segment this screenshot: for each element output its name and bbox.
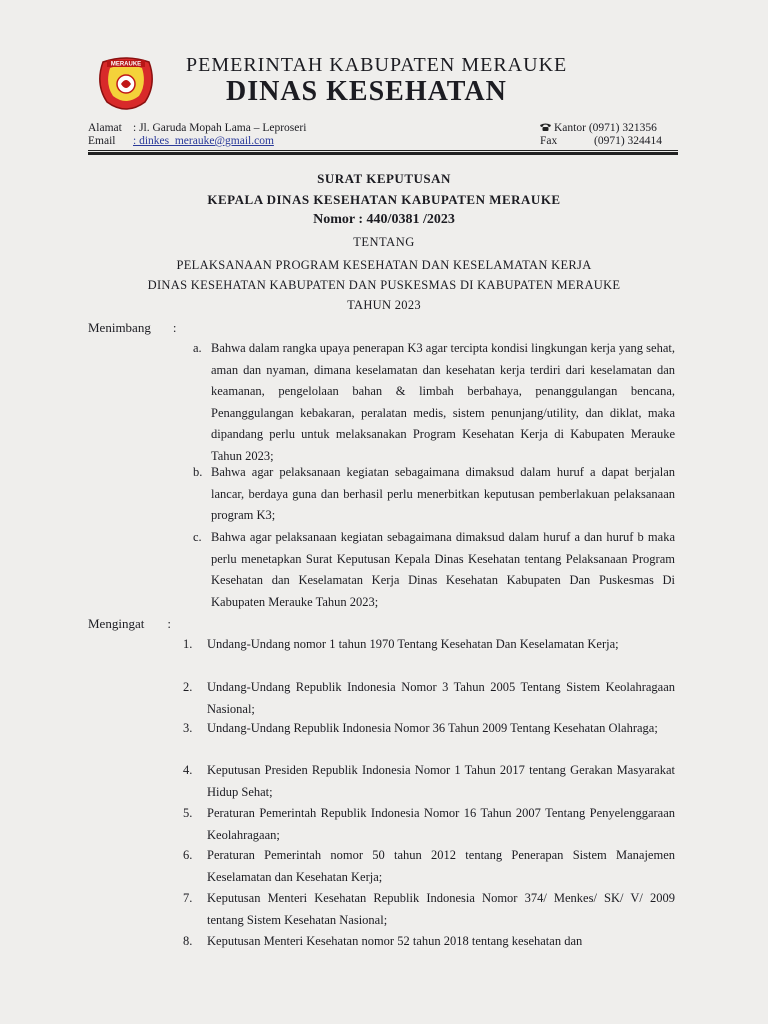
decree-subject-line-3: TAHUN 2023 — [347, 298, 421, 312]
header-divider-thin — [88, 150, 678, 151]
address-label: Alamat — [88, 122, 122, 134]
item-text: Bahwa dalam rangka upaya penerapan K3 agar tercipta kondisi lingkungan kerja yang sehat, aman dan nyaman, dimana keselamatan dan kesehatan kerja terdiri dari keselamatan dan keamanan, pengelolaan bahan & limbah berbahaya, penanggulangan bencana, Penanggulangan kebakaran, peralatan medis, sistem penunjang/utility, dan diklat, maka dipandang perlu untuk melaksanakan Program Kesehatan Kerja di Kabupaten Merauke Tahun 2023; — [211, 341, 675, 463]
phone-label: Kantor — [554, 122, 586, 134]
phone-icon — [540, 123, 551, 131]
item-marker: 5. — [183, 806, 193, 820]
menimbang-label-text: Menimbang — [88, 320, 151, 335]
decree-issuer: KEPALA DINAS KESEHATAN KABUPATEN MERAUKE — [207, 192, 561, 207]
item-text: Keputusan Presiden Republik Indonesia Nomor 1 Tahun 2017 tentang Gerakan Masyarakat Hidup Sehat; — [207, 763, 675, 799]
merauke-regency-logo — [93, 54, 159, 116]
item-marker: 8. — [183, 934, 193, 948]
mengingat-item — [183, 931, 675, 953]
organization-name: PEMERINTAH KABUPATEN MERAUKE — [186, 54, 568, 76]
decree-title: SURAT KEPUTUSAN — [317, 171, 451, 186]
mengingat-item — [183, 718, 675, 740]
item-marker: b. — [193, 465, 203, 479]
menimbang-label — [88, 320, 176, 336]
item-text: Bahwa agar pelaksanaan kegiatan sebagaimana dimaksud dalam huruf a dapat berjalan lancar, berdaya guna dan berhasil perlu menerbitkan keputusan pemberlakuan pelaksanaan program K3; — [211, 465, 675, 522]
item-text: Keputusan Menteri Kesehatan nomor 52 tahun 2018 tentang kesehatan dan — [207, 934, 583, 948]
decree-number: Nomor : 440/0381 /2023 — [313, 212, 455, 227]
menimbang-item — [193, 527, 675, 613]
item-text: Bahwa agar pelaksanaan kegiatan sebagaimana dimaksud dalam huruf a dan huruf b maka perlu menetapkan Surat Keputusan Kepala Dinas Kesehatan tentang Pelaksanaan Program Kesehatan dan Keselamatan Kerja Dinas Kesehatan Kabupaten Dan Puskesmas Di Kabupaten Merauke Tahun 2023; — [211, 530, 675, 609]
decree-subject-line-1: PELAKSANAAN PROGRAM KESEHATAN DAN KESELAMATAN KERJA — [176, 258, 592, 272]
item-marker: c. — [193, 530, 202, 544]
decree-about: TENTANG — [353, 235, 415, 249]
mengingat-item — [183, 634, 675, 656]
phone-value: (0971) 321356 — [588, 122, 657, 134]
item-text: Peraturan Pemerintah nomor 50 tahun 2012 tentang Penerapan Sistem Manajemen Keselamatan dan Kesehatan Kerja; — [207, 848, 675, 884]
mengingat-item — [183, 888, 675, 931]
mengingat-item — [183, 760, 675, 803]
mengingat-colon: : — [167, 616, 171, 631]
item-marker: 4. — [183, 763, 193, 777]
item-marker: 6. — [183, 848, 193, 862]
email-label: Email — [88, 135, 116, 147]
item-text: Keputusan Menteri Kesehatan Republik Indonesia Nomor 374/ Menkes/ SK/ V/ 2009 tentang Sistem Kesehatan Nasional; — [207, 891, 675, 927]
menimbang-item — [193, 462, 675, 527]
mengingat-item — [183, 845, 675, 888]
mengingat-label — [88, 616, 171, 632]
item-text: Undang-Undang nomor 1 tahun 1970 Tentang Kesehatan Dan Keselamatan Kerja; — [207, 637, 619, 651]
email-link[interactable]: : dinkes_merauke@gmail.com — [133, 135, 274, 147]
item-marker: 3. — [183, 721, 193, 735]
item-marker: 1. — [183, 637, 193, 651]
address-value: : Jl. Garuda Mopah Lama – Leproseri — [133, 122, 307, 134]
fax-row — [540, 135, 662, 147]
item-text: Undang-Undang Republik Indonesia Nomor 36 Tahun 2009 Tentang Kesehatan Olahraga; — [207, 721, 658, 735]
mengingat-item — [183, 677, 675, 720]
phone-row — [540, 122, 657, 134]
fax-value: (0971) 324414 — [594, 135, 663, 147]
decree-subject-line-2: DINAS KESEHATAN KABUPATEN DAN PUSKESMAS DI KABUPATEN MERAUKE — [147, 278, 621, 292]
header-divider-thick — [88, 152, 678, 155]
item-text: Peraturan Pemerintah Republik Indonesia Nomor 16 Tahun 2007 Tentang Penyelenggaraan Keolahragaan; — [207, 806, 675, 842]
menimbang-item — [193, 338, 675, 467]
mengingat-item — [183, 803, 675, 846]
mengingat-label-text: Mengingat — [88, 616, 145, 631]
item-marker: 7. — [183, 891, 193, 905]
item-marker: a. — [193, 341, 202, 355]
fax-label: Fax — [540, 135, 558, 147]
item-marker: 2. — [183, 680, 193, 694]
menimbang-colon: : — [172, 320, 177, 335]
logo-text: MERAUKE — [110, 61, 142, 68]
department-name: DINAS KESEHATAN — [226, 76, 507, 107]
item-text: Undang-Undang Republik Indonesia Nomor 3 Tahun 2005 Tentang Sistem Keolahragaan Nasional; — [207, 680, 675, 716]
